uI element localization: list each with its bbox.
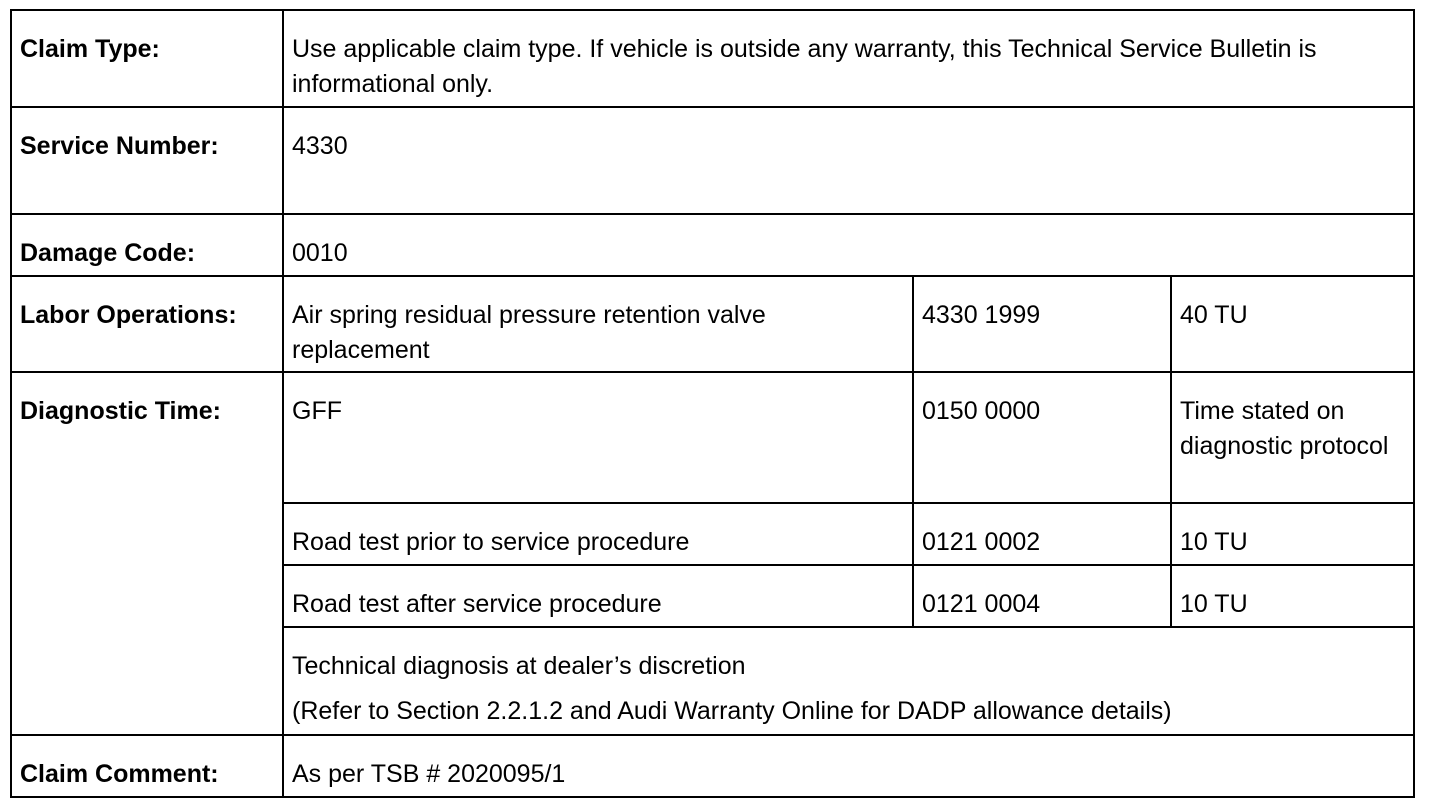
labor-operation-code: 4330 1999 bbox=[913, 276, 1171, 372]
service-number-label: Service Number: bbox=[11, 107, 283, 214]
service-number-row bbox=[11, 107, 1414, 214]
damage-code-value: 0010 bbox=[283, 214, 1414, 276]
labor-operation-time: 40 TU bbox=[1171, 276, 1414, 372]
diagnostic-time-label: Diagnostic Time: bbox=[11, 372, 283, 735]
diagnostic-item-time: 10 TU bbox=[1171, 503, 1414, 565]
diagnostic-note-reference: (Refer to Section 2.2.1.2 and Audi Warranty Online for DADP allowance details) bbox=[292, 697, 1172, 725]
labor-operations-row bbox=[11, 276, 1414, 372]
claim-type-row bbox=[11, 10, 1414, 107]
diagnostic-item-code: 0121 0004 bbox=[913, 565, 1171, 627]
diagnostic-item-code: 0150 0000 bbox=[913, 372, 1171, 503]
diagnostic-item-code: 0121 0002 bbox=[913, 503, 1171, 565]
service-number-value: 4330 bbox=[283, 107, 1414, 214]
damage-code-label: Damage Code: bbox=[11, 214, 283, 276]
diagnostic-item-time: Time stated on diagnostic protocol bbox=[1171, 372, 1414, 503]
damage-code-row bbox=[11, 214, 1414, 276]
diagnostic-item-description: Road test prior to service procedure bbox=[283, 503, 913, 565]
diagnostic-note-line: Technical diagnosis at dealer’s discretion bbox=[292, 652, 746, 680]
diagnostic-note bbox=[283, 627, 1414, 735]
diagnostic-item-time: 10 TU bbox=[1171, 565, 1414, 627]
labor-operation-description: Air spring residual pressure retention valve replacement bbox=[283, 276, 913, 372]
claim-comment-label: Claim Comment: bbox=[11, 735, 283, 797]
diagnostic-time-row bbox=[11, 372, 1414, 503]
claim-comment-value: As per TSB # 2020095/1 bbox=[283, 735, 1414, 797]
claim-type-label: Claim Type: bbox=[11, 10, 283, 107]
diagnostic-item-description: Road test after service procedure bbox=[283, 565, 913, 627]
claim-type-value: Use applicable claim type. If vehicle is outside any warranty, this Technical Service Bulletin is informational only. bbox=[283, 10, 1414, 107]
diagnostic-item-description: GFF bbox=[283, 372, 913, 503]
labor-operations-label: Labor Operations: bbox=[11, 276, 283, 372]
claim-comment-row bbox=[11, 735, 1414, 797]
claim-info-table bbox=[10, 9, 1415, 798]
